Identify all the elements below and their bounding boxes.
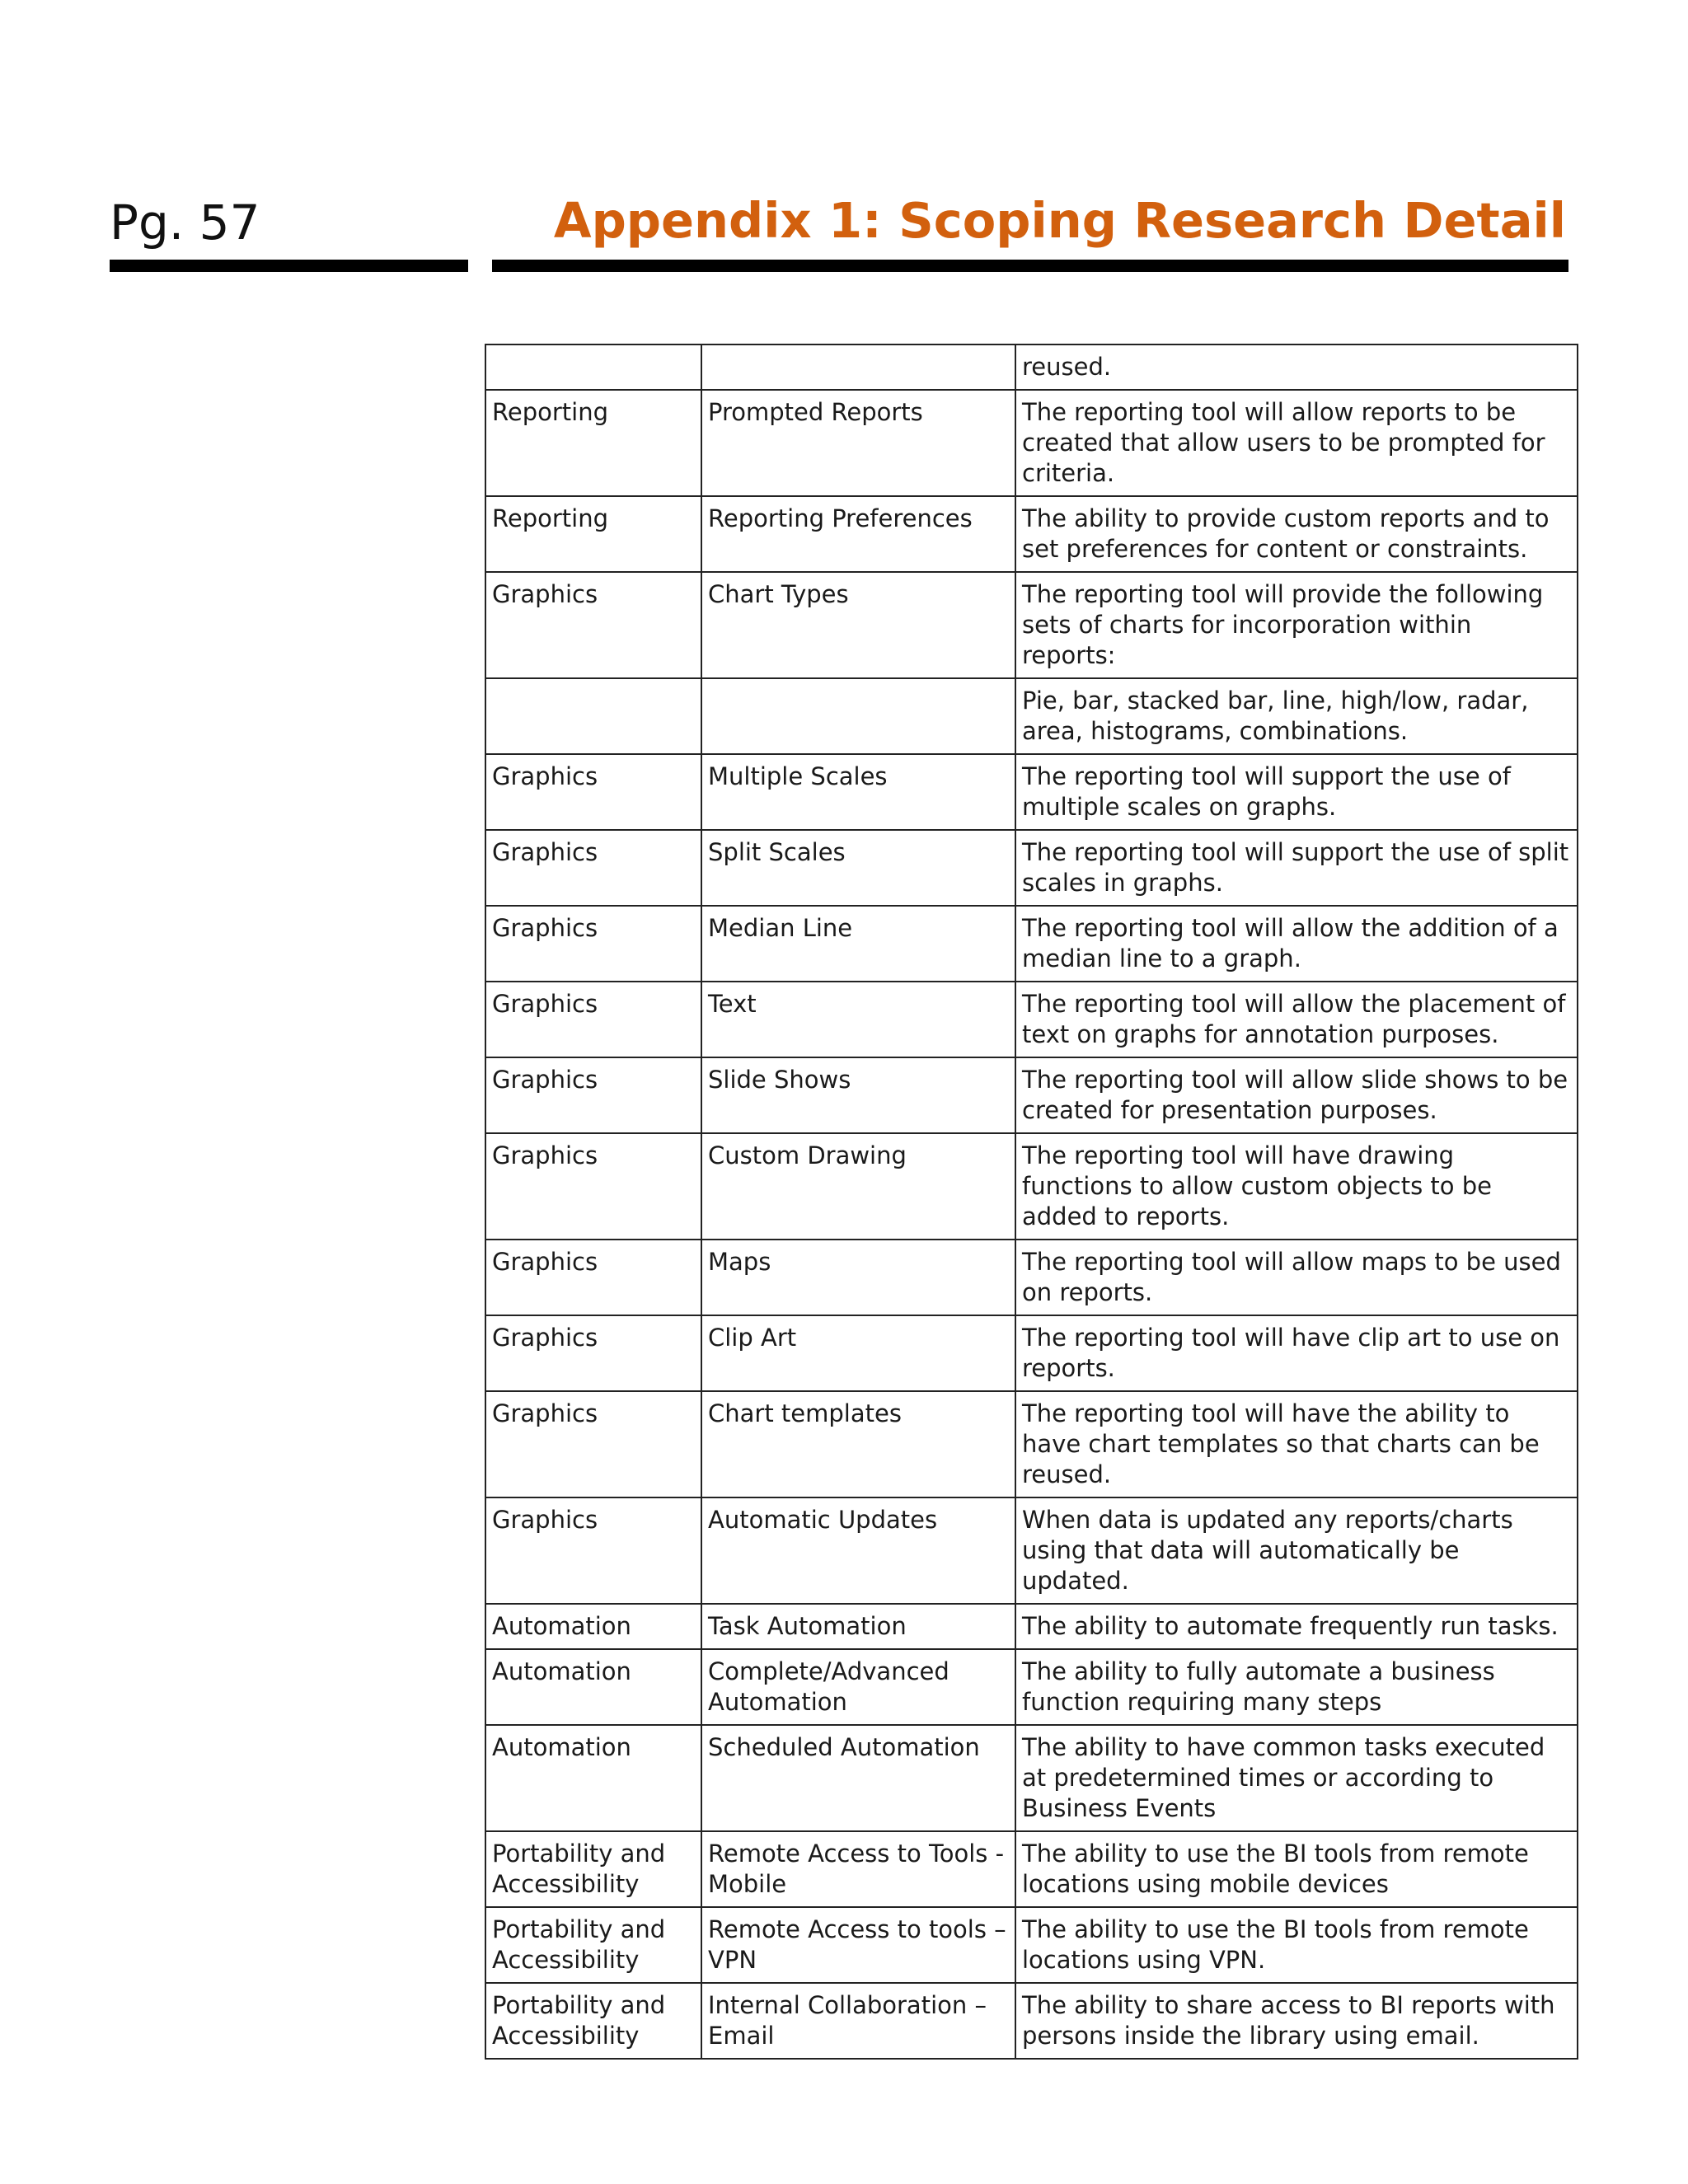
feature-cell: Median Line <box>701 906 1015 982</box>
description-cell: The ability to use the BI tools from remote locations using VPN. <box>1015 1907 1578 1983</box>
description-cell: The reporting tool will allow the addition of a median line to a graph. <box>1015 906 1578 982</box>
page-number: Pg. 57 <box>110 194 260 251</box>
requirements-table <box>485 344 1578 2060</box>
feature-cell: Text <box>701 982 1015 1057</box>
description-cell: The ability to share access to BI reports with persons inside the library using email. <box>1015 1983 1578 2059</box>
description-cell: The reporting tool will support the use of multiple scales on graphs. <box>1015 754 1578 830</box>
feature-cell: Chart templates <box>701 1391 1015 1497</box>
table-row <box>485 1133 1578 1240</box>
feature-cell: Custom Drawing <box>701 1133 1015 1240</box>
table-row <box>485 496 1578 572</box>
table-row <box>485 344 1578 390</box>
category-cell: Graphics <box>485 1133 701 1240</box>
table-row <box>485 1907 1578 1983</box>
feature-cell: Complete/Advanced Automation <box>701 1649 1015 1725</box>
table-row <box>485 1497 1578 1604</box>
feature-cell: Remote Access to tools – VPN <box>701 1907 1015 1983</box>
feature-cell: Scheduled Automation <box>701 1725 1015 1831</box>
category-cell: Graphics <box>485 1315 701 1391</box>
category-cell: Automation <box>485 1649 701 1725</box>
category-cell: Graphics <box>485 1391 701 1497</box>
table-row <box>485 1831 1578 1907</box>
category-cell: Portability and Accessibility <box>485 1831 701 1907</box>
category-cell: Automation <box>485 1725 701 1831</box>
feature-cell: Chart Types <box>701 572 1015 678</box>
description-cell: The reporting tool will have the ability to have chart templates so that charts can be reused. <box>1015 1391 1578 1497</box>
category-cell: Graphics <box>485 754 701 830</box>
feature-cell: Remote Access to Tools - Mobile <box>701 1831 1015 1907</box>
category-cell: Reporting <box>485 390 701 496</box>
feature-cell <box>701 344 1015 390</box>
feature-cell: Internal Collaboration – Email <box>701 1983 1015 2059</box>
description-cell: The ability to automate frequently run tasks. <box>1015 1604 1578 1649</box>
description-cell: The reporting tool will allow reports to be created that allow users to be prompted for criteria. <box>1015 390 1578 496</box>
table-row <box>485 390 1578 496</box>
description-cell: The reporting tool will allow maps to be used on reports. <box>1015 1240 1578 1315</box>
category-cell: Graphics <box>485 982 701 1057</box>
category-cell: Graphics <box>485 830 701 906</box>
category-cell: Graphics <box>485 1057 701 1133</box>
table-row <box>485 1983 1578 2059</box>
category-cell <box>485 678 701 754</box>
description-cell: When data is updated any reports/charts using that data will automatically be updated. <box>1015 1497 1578 1604</box>
requirements-table-body <box>485 344 1578 2059</box>
category-cell <box>485 344 701 390</box>
description-cell: The reporting tool will have drawing functions to allow custom objects to be added to reports. <box>1015 1133 1578 1240</box>
description-cell: reused. <box>1015 344 1578 390</box>
description-cell: The reporting tool will allow the placement of text on graphs for annotation purposes. <box>1015 982 1578 1057</box>
description-cell: The reporting tool will provide the following sets of charts for incorporation within reports: <box>1015 572 1578 678</box>
table-row <box>485 678 1578 754</box>
table-row <box>485 1240 1578 1315</box>
feature-cell <box>701 678 1015 754</box>
description-cell: The ability to use the BI tools from remote locations using mobile devices <box>1015 1831 1578 1907</box>
category-cell: Reporting <box>485 496 701 572</box>
header-rule-left <box>110 260 468 272</box>
table-row <box>485 754 1578 830</box>
description-cell: The reporting tool will support the use of split scales in graphs. <box>1015 830 1578 906</box>
requirements-table-container <box>485 344 1577 2060</box>
category-cell: Graphics <box>485 572 701 678</box>
category-cell: Graphics <box>485 906 701 982</box>
category-cell: Automation <box>485 1604 701 1649</box>
feature-cell: Split Scales <box>701 830 1015 906</box>
category-cell: Graphics <box>485 1497 701 1604</box>
feature-cell: Maps <box>701 1240 1015 1315</box>
table-row <box>485 1649 1578 1725</box>
table-row <box>485 1604 1578 1649</box>
description-cell: The reporting tool will have clip art to use on reports. <box>1015 1315 1578 1391</box>
description-cell: The ability to provide custom reports and to set preferences for content or constraints. <box>1015 496 1578 572</box>
table-row <box>485 1391 1578 1497</box>
category-cell: Graphics <box>485 1240 701 1315</box>
feature-cell: Automatic Updates <box>701 1497 1015 1604</box>
feature-cell: Reporting Preferences <box>701 496 1015 572</box>
feature-cell: Slide Shows <box>701 1057 1015 1133</box>
description-cell: The ability to have common tasks executed at predetermined times or according to Business Events <box>1015 1725 1578 1831</box>
table-row <box>485 982 1578 1057</box>
feature-cell: Clip Art <box>701 1315 1015 1391</box>
category-cell: Portability and Accessibility <box>485 1983 701 2059</box>
feature-cell: Task Automation <box>701 1604 1015 1649</box>
description-cell: Pie, bar, stacked bar, line, high/low, radar, area, histograms, combinations. <box>1015 678 1578 754</box>
description-cell: The ability to fully automate a business function requiring many steps <box>1015 1649 1578 1725</box>
table-row <box>485 830 1578 906</box>
category-cell: Portability and Accessibility <box>485 1907 701 1983</box>
feature-cell: Multiple Scales <box>701 754 1015 830</box>
feature-cell: Prompted Reports <box>701 390 1015 496</box>
description-cell: The reporting tool will allow slide shows to be created for presentation purposes. <box>1015 1057 1578 1133</box>
table-row <box>485 906 1578 982</box>
table-row <box>485 1725 1578 1831</box>
table-row <box>485 1315 1578 1391</box>
header-rule-right <box>492 260 1568 272</box>
page-title: Appendix 1: Scoping Research Detail <box>553 192 1566 249</box>
table-row <box>485 572 1578 678</box>
table-row <box>485 1057 1578 1133</box>
